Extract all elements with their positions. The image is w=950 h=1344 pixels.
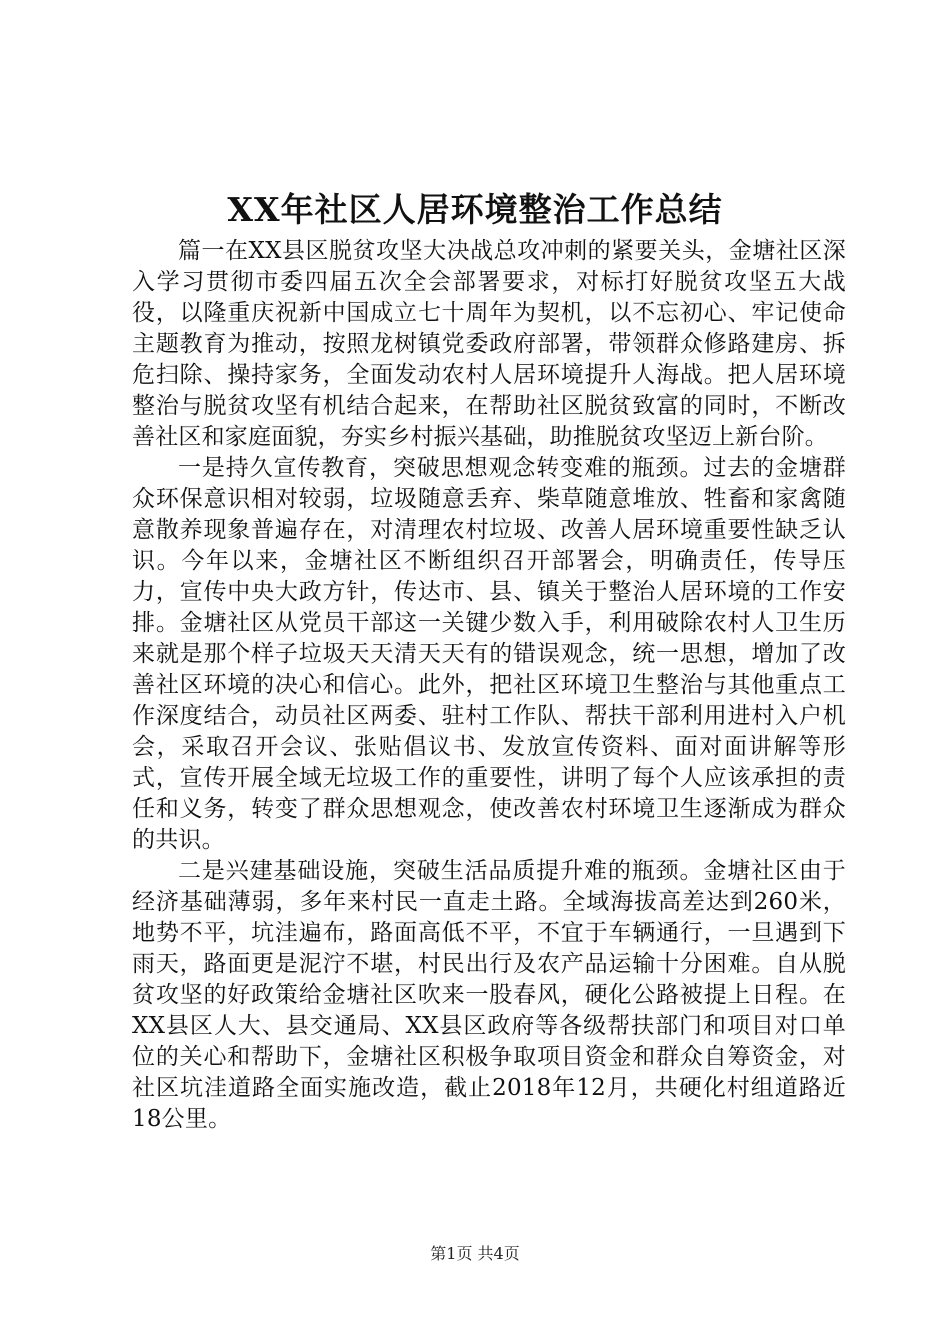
paragraph-intro: 篇一在XX县区脱贫攻坚大决战总攻冲刺的紧要关头，金塘社区深入学习贯彻市委四届五次全会部署要求，对标打好脱贫攻坚五大战役，以隆重庆祝新中国成立七十周年为契机，以不忘初心、牢记使命主题教育为推动，按照龙树镇党委政府部署，带领群众修路建房、拆危扫除、操持家务，全面发动农村人居环境提升人海战。把人居环境整治与脱贫攻坚有机结合起来，在帮助社区脱贫致富的同时，不断改善社区和家庭面貌，夯实乡村振兴基础，助推脱贫攻坚迈上新台阶。 xyxy=(132,238,846,450)
document-body xyxy=(132,236,846,1135)
paragraph-infrastructure: 二是兴建基础设施，突破生活品质提升难的瓶颈。金塘社区由于经济基础薄弱，多年来村民一直走土路。全域海拔高差达到260米，地势不平，坑洼遍布，路面高低不平，不宜于车辆通行，一旦遇到下雨天，路面更是泥泞不堪，村民出行及农产品运输十分困难。自从脱贫攻坚的好政策给金塘社区吹来一股春风，硬化公路被提上日程。在XX县区人大、县交通局、XX县区政府等各级帮扶部门和项目对口单位的关心和帮助下，金塘社区积极争取项目资金和群众自筹资金，对社区坑洼道路全面实施改造，截止2018年12月，共硬化村组道路近18公里。 xyxy=(132,858,846,1132)
paragraph-publicity-education: 一是持久宣传教育，突破思想观念转变难的瓶颈。过去的金塘群众环保意识相对较弱，垃圾随意丢弃、柴草随意堆放、牲畜和家禽随意散养现象普遍存在，对清理农村垃圾、改善人居环境重要性缺乏认识。今年以来，金塘社区不断组织召开部署会，明确责任，传导压力，宣传中央大政方针，传达市、县、镇关于整治人居环境的工作安排。金塘社区从党员干部这一关键少数入手，利用破除农村人卫生历来就是那个样子垃圾天天清天天有的错误观念，统一思想，增加了改善社区环境的决心和信心。此外，把社区环境卫生整治与其他重点工作深度结合，动员社区两委、驻村工作队、帮扶干部利用进村入户机会，采取召开会议、张贴倡议书、发放宣传资料、面对面讲解等形式，宣传开展全域无垃圾工作的重要性，讲明了每个人应该承担的责任和义务，转变了群众思想观念，使改善农村环境卫生逐渐成为群众的共识。 xyxy=(132,455,846,853)
page-number-footer: 第1页 共4页 xyxy=(430,1244,520,1263)
document-title: XX年社区人居环境整治工作总结 xyxy=(227,190,723,229)
